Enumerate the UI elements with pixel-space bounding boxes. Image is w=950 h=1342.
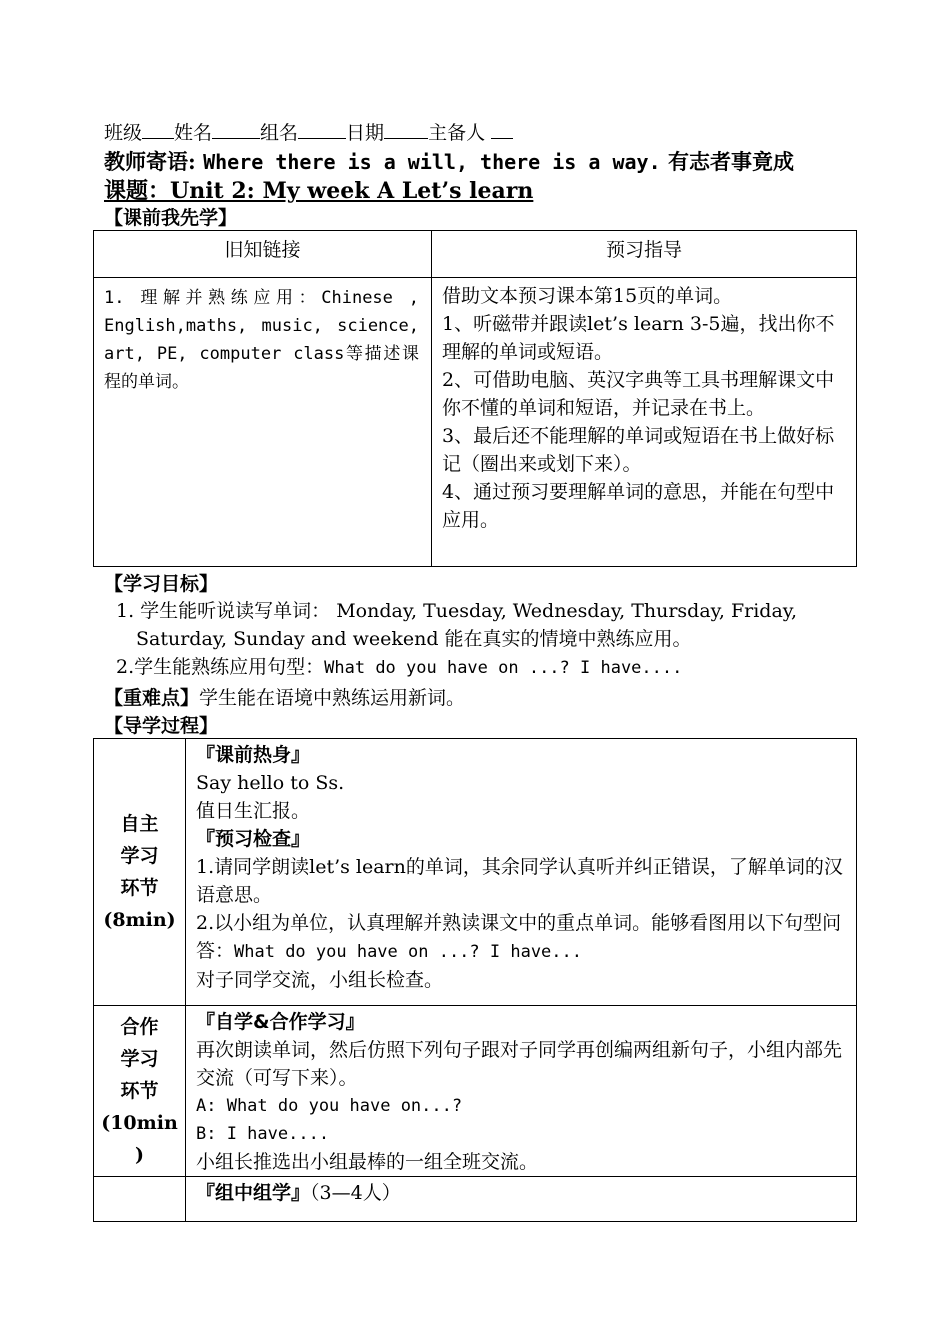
coop-study-content [186,1006,857,1177]
goals-list [116,597,848,682]
coop-study-label: 合作 学习 环节 (10min ) [94,1006,186,1177]
goal-item-2: 2.学生能熟练应用句型：What do you have on ...? I have.... [116,656,683,678]
group-study-title: 『组中组学』 [196,1182,311,1204]
self-study-label: 自主 学习 环节 (8min) [94,739,186,1006]
header-fields [104,118,513,145]
key-points [104,683,465,710]
guide-line: 3、最后还不能理解的单词或短语在书上做好标记（圈出来或划下来）。 [442,425,835,475]
motto-cn: 有志者事竟成 [667,149,794,174]
check-title: 『预习检查』 [196,828,311,850]
old-knowledge-cell [94,278,432,567]
group-study-note: （3—4人） [310,1182,401,1204]
goals-heading: 【学习目标】 [104,573,219,595]
preview-table [93,230,857,567]
preview-guide-cell [432,278,857,567]
dialogue-a: A: What do you have on...? [196,1096,463,1116]
date-blank[interactable] [384,120,428,139]
check-line: 1.请同学朗读let’s learn的单词，其余同学认真听并纠正错误，了解单词的汉语意思。 [196,856,843,906]
self-study-content [186,739,857,1006]
goal-item-1: 1. 学生能听说读写单词： Monday, Tuesday, Wednesday, Thursday, Friday, Saturday, Sunday and weekend 能在真实的情境中熟练应用。 [116,600,798,650]
check-line: 对子同学交流，小组长检查。 [196,969,444,991]
guide-line: 2、可借助电脑、英汉字典等工具书理解课文中你不懂的单词和短语，并记录在书上。 [442,369,835,419]
topic-title: Unit 2: My week A Let’s learn [170,178,534,204]
old-knowledge-text: 1. 理解并熟练应用：Chinese , English,maths, music, science, art, PE, computer class等描述课程的单词。 [104,288,419,392]
col-header-preview-guide: 预习指导 [432,231,857,278]
date-label: 日期 [346,122,385,144]
group-label: 组名 [260,122,299,144]
preparer-label: 主备人 [428,122,486,144]
warmup-title: 『课前热身』 [196,744,311,766]
coop-line: 小组长推选出小组最棒的一组全班交流。 [196,1151,539,1173]
class-label: 班级 [104,122,143,144]
motto-prefix: 教师寄语: [104,149,196,174]
col-header-old-knowledge: 旧知链接 [94,231,432,278]
check-line: 2.以小组为单位，认真理解并熟读课文中的重点单词。能够看图用以下句型问答：What do you have on ...? I have... [196,912,842,962]
coop-line: 再次朗读单词，然后仿照下列句子跟对子同学再创编两组新句子，小组内部先交流（可写下来）。 [196,1039,843,1089]
warmup-line: Say hello to Ss. [196,772,345,794]
class-blank[interactable] [142,120,174,139]
coop-title: 『自学&合作学习』 [196,1011,365,1033]
group-blank[interactable] [298,120,346,139]
topic-line [104,174,533,205]
dialogue-b: B: I have.... [196,1124,330,1144]
group-study-label [94,1177,186,1222]
topic-prefix: 课题： [104,178,171,204]
process-table [93,738,857,1222]
preview-heading: 【课前我先学】 [104,207,238,229]
key-points-heading: 【重难点】 [104,687,200,709]
motto-en: Where there is a will, there is a way. [203,150,661,174]
name-blank[interactable] [212,120,260,139]
teacher-motto [104,146,794,176]
guide-line: 1、听磁带并跟读let’s learn 3-5遍，找出你不理解的单词或短语。 [442,313,835,363]
group-study-content [186,1177,857,1222]
preparer-blank[interactable] [491,120,513,139]
guide-line: 借助文本预习课本第15页的单词。 [442,285,733,307]
warmup-line: 值日生汇报。 [196,800,311,822]
guide-line: 4、通过预习要理解单词的意思，并能在句型中应用。 [442,481,835,531]
name-label: 姓名 [174,122,213,144]
key-points-text: 学生能在语境中熟练运用新词。 [199,687,466,709]
process-heading: 【导学过程】 [104,715,219,737]
